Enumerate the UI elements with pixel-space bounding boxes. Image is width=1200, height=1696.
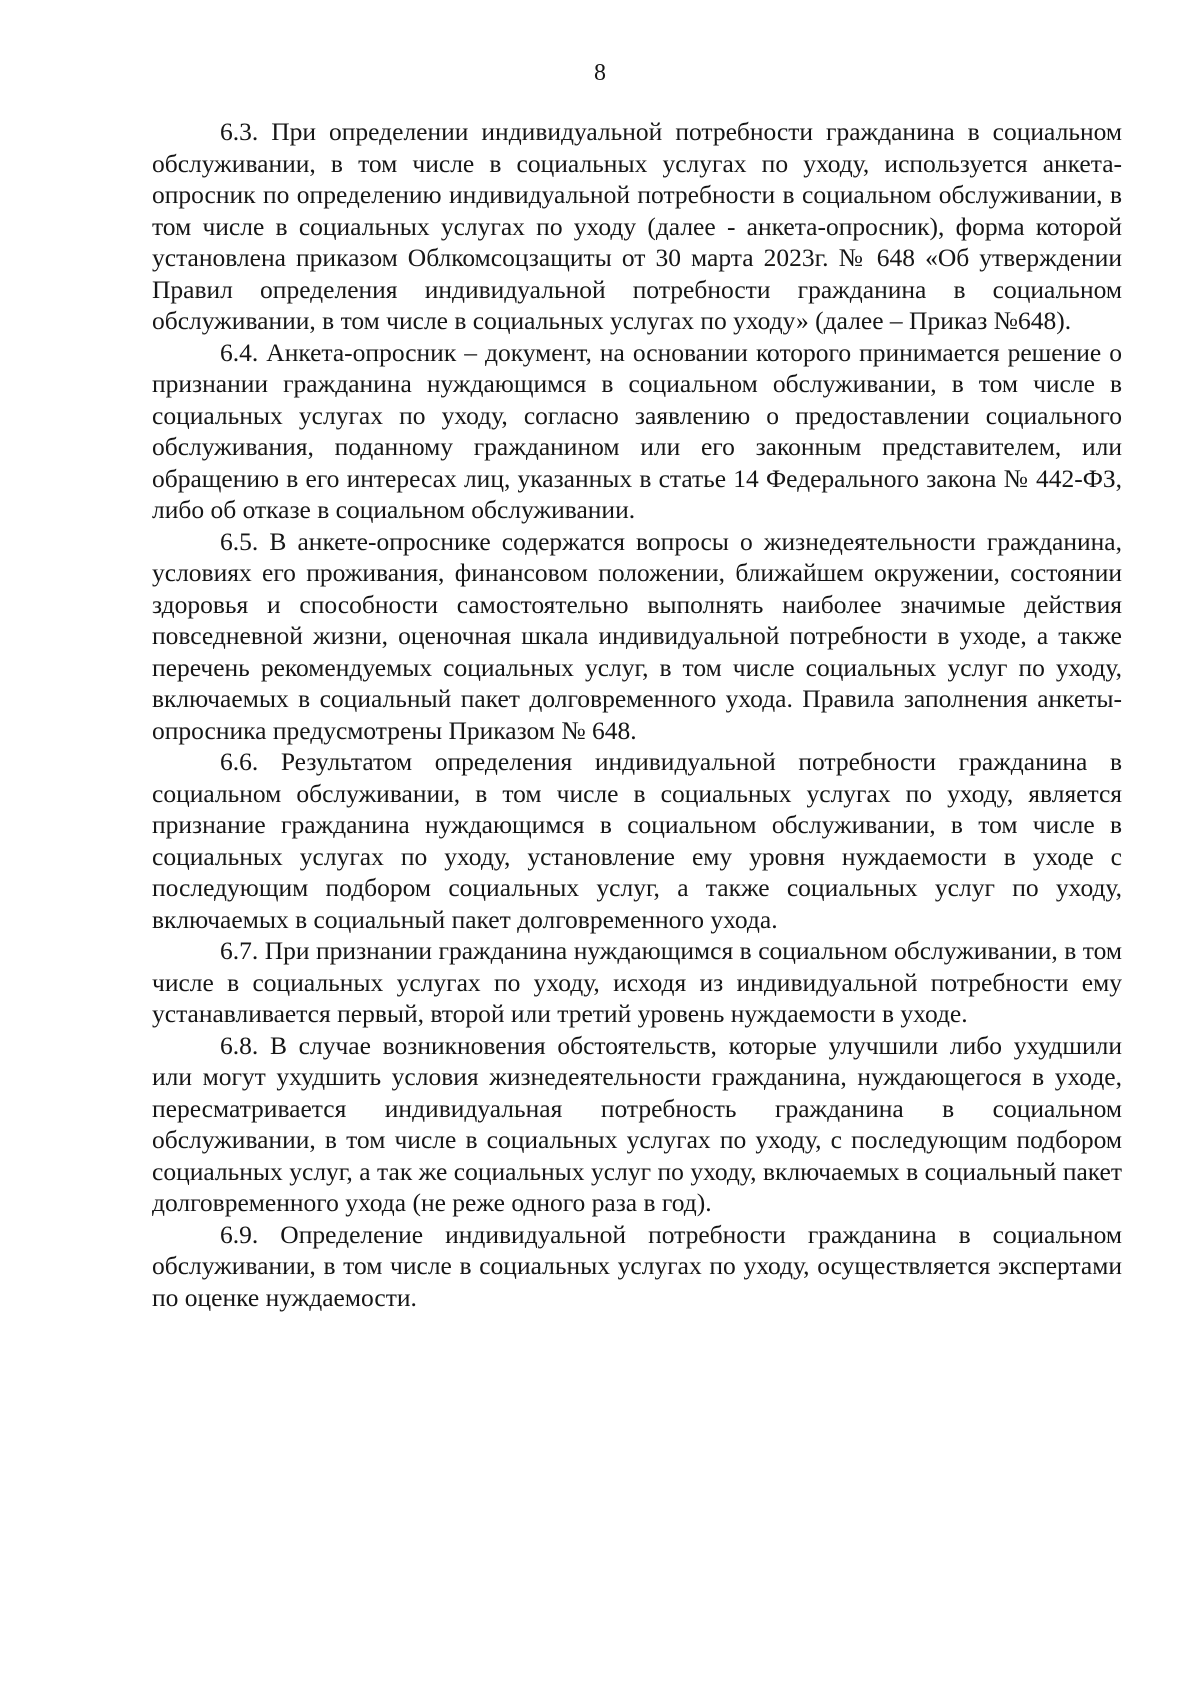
paragraph-6-8: 6.8. В случае возникновения обстоятельств, которые улучшили либо ухудшили или могут ухудшить условия жизнедеятельности гражданина, нуждающегося в уходе, пересматривается индивидуальная потребность гражданина в социальном обслуживании, в том числе в социальных услугах по уходу, с последующим подбором социальных услуг, а так же социальных услуг по уходу, включаемых в социальный пакет долговременного ухода (не реже одного раза в год).	[152, 1030, 1122, 1217]
paragraph-6-7: 6.7. При признании гражданина нуждающимся в социальном обслуживании, в том числе в социальных услугах по уходу, исходя из индивидуальной потребности ему устанавливается первый, второй или третий уровень нуждаемости в уходе.	[152, 936, 1122, 1028]
paragraph-6-5: 6.5. В анкете-опроснике содержатся вопросы о жизнедеятельности гражданина, условиях его проживания, финансовом положении, ближайшем окружении, состоянии здоровья и способности самостоятельно выполнять наиболее значимые действия повседневной жизни, оценочная шкала индивидуальной потребности в уходе, а также перечень рекомендуемых социальных услуг, в том числе социальных услуг по уходу, включаемых в социальный пакет долговременного ухода. Правила заполнения анкеты-опросника предусмотрены Приказом № 648.	[152, 526, 1122, 745]
paragraph-6-6: 6.6. Результатом определения индивидуальной потребности гражданина в социальном обслуживании, в том числе в социальных услугах по уходу, является признание гражданина нуждающимся в социальном обслуживании, в том числе в социальных услугах по уходу, установление ему уровня нуждаемости в уходе с последующим подбором социальных услуг, а также социальных услуг по уходу, включаемых в социальный пакет долговременного ухода.	[152, 747, 1122, 934]
paragraph-6-4: 6.4. Анкета-опросник – документ, на основании которого принимается решение о признании гражданина нуждающимся в социальном обслуживании, в том числе в социальных услугах по уходу, согласно заявлению о предоставлении социального обслуживания, поданному гражданином или его законным представителем, или обращению в его интересах лиц, указанных в статье 14 Федерального закона № 442-ФЗ, либо об отказе в социальном обслуживании.	[152, 337, 1122, 524]
paragraph-6-9: 6.9. Определение индивидуальной потребности гражданина в социальном обслуживании, в том числе в социальных услугах по уходу, осуществляется экспертами по оценке нуждаемости.	[152, 1219, 1122, 1312]
page-number: 8	[594, 60, 606, 86]
paragraph-6-3: 6.3. При определении индивидуальной потребности гражданина в социальном обслуживании, в том числе в социальных услугах по уходу, используется анкета-опросник по определению индивидуальной потребности в социальном обслуживании, в том числе в социальных услугах по уходу (далее - анкета-опросник), форма которой установлена приказом Облкомсоцзащиты от 30 марта 2023г. № 648 «Об утверждении Правил определения индивидуальной потребности гражданина в социальном обслуживании, в том числе в социальных услугах по уходу» (далее – Приказ №648).	[152, 117, 1122, 335]
document-body	[152, 116, 1122, 1313]
